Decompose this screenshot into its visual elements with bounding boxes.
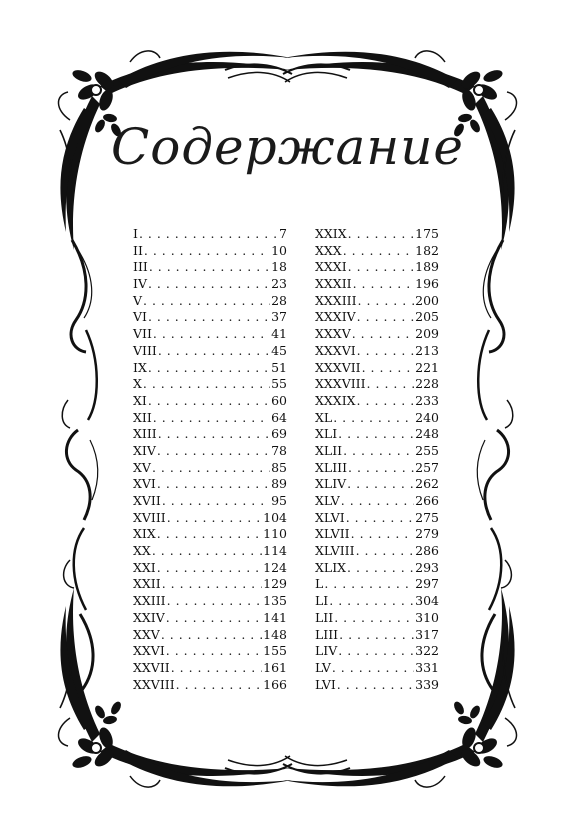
chapter-number: LIII <box>315 626 339 642</box>
toc-entry <box>315 677 439 694</box>
page-number: 69 <box>271 426 287 442</box>
toc-entry <box>315 426 439 443</box>
chapter-number: XLII <box>315 442 343 458</box>
dot-leader <box>348 259 415 276</box>
toc-entry <box>315 576 439 593</box>
chapter-number: XXVI <box>133 643 165 659</box>
chapter-number: XIII <box>133 426 157 442</box>
dot-leader <box>152 543 262 560</box>
chapter-number: VII <box>133 326 152 342</box>
toc-entry <box>133 560 287 577</box>
page-number: 114 <box>263 543 287 559</box>
toc-entry <box>315 493 439 510</box>
toc-entry <box>133 576 287 593</box>
toc-entry <box>133 259 287 276</box>
toc-entry <box>133 660 287 677</box>
page-number: 129 <box>263 576 287 592</box>
chapter-number: LIV <box>315 643 338 659</box>
chapter-number: XLVIII <box>315 543 355 559</box>
chapter-number: XXXIV <box>315 309 356 325</box>
page-number: 233 <box>415 392 439 408</box>
toc-entry <box>133 226 287 243</box>
page-number: 286 <box>415 543 439 559</box>
page-number: 304 <box>415 593 439 609</box>
dot-leader <box>157 443 270 460</box>
dot-leader <box>338 426 414 443</box>
chapter-number: IX <box>133 359 147 375</box>
page-number: 209 <box>415 326 439 342</box>
toc-entry <box>315 660 439 677</box>
page-number: 166 <box>263 676 287 692</box>
toc-entry <box>133 243 287 260</box>
page-number: 110 <box>263 526 287 542</box>
chapter-number: XXXV <box>315 326 351 342</box>
page-number: 141 <box>263 609 287 625</box>
dot-leader <box>341 493 414 510</box>
page-number: 148 <box>263 626 287 642</box>
toc-entry <box>133 627 287 644</box>
page-number: 60 <box>271 392 287 408</box>
toc-entry <box>133 493 287 510</box>
toc-entry <box>315 610 439 627</box>
page-number: 310 <box>415 609 439 625</box>
dot-leader <box>152 460 270 477</box>
dot-leader <box>346 510 414 527</box>
dot-leader <box>167 510 262 527</box>
page-number: 317 <box>415 626 439 642</box>
page-number: 18 <box>271 259 287 275</box>
dot-leader <box>162 576 262 593</box>
chapter-number: XLV <box>315 493 340 508</box>
page-number: 95 <box>271 493 287 508</box>
toc-entry <box>133 376 287 393</box>
toc-entry <box>315 560 439 577</box>
chapter-number: XLIV <box>315 476 347 492</box>
dot-leader <box>176 677 263 694</box>
dot-leader <box>148 309 270 326</box>
chapter-number: XLVII <box>315 526 350 542</box>
page-number: 248 <box>415 426 439 442</box>
dot-leader <box>343 243 414 260</box>
page-title: Содержание <box>110 118 465 176</box>
dot-leader <box>362 360 415 377</box>
toc-column-left <box>133 226 287 693</box>
dot-leader <box>157 560 262 577</box>
chapter-number: XXV <box>133 626 160 642</box>
toc-entry <box>315 309 439 326</box>
page-number: 41 <box>271 326 287 342</box>
page-number: 339 <box>415 676 439 692</box>
toc-entry <box>133 677 287 694</box>
page-number: 200 <box>415 292 439 308</box>
page-number: 78 <box>271 442 287 458</box>
page-number: 37 <box>271 309 287 325</box>
chapter-number: XXIX <box>315 226 347 241</box>
page-number: 331 <box>415 659 439 675</box>
page-number: 45 <box>271 342 287 358</box>
toc-entry <box>315 259 439 276</box>
page-number: 175 <box>415 226 439 241</box>
page-number: 182 <box>415 242 439 258</box>
chapter-number: LVI <box>315 676 336 692</box>
page-number: 135 <box>263 593 287 609</box>
chapter-number: XVIII <box>133 509 166 525</box>
page-number: 266 <box>415 493 439 508</box>
toc-entry <box>315 326 439 343</box>
page-number: 155 <box>263 643 287 659</box>
toc-entry <box>315 360 439 377</box>
toc-entry <box>133 543 287 560</box>
dot-leader <box>358 293 415 310</box>
toc-entry <box>133 443 287 460</box>
chapter-number: XXVIII <box>133 676 175 692</box>
dot-leader <box>347 476 414 493</box>
page-number: 255 <box>415 442 439 458</box>
chapter-number: XVII <box>133 493 161 508</box>
toc-entry <box>133 526 287 543</box>
page-number: 257 <box>415 459 439 475</box>
page-number: 293 <box>415 559 439 575</box>
toc-entry <box>315 476 439 493</box>
toc-entry <box>315 643 439 660</box>
page-number: 240 <box>415 409 439 425</box>
dot-leader <box>333 410 414 427</box>
dot-leader <box>148 276 270 293</box>
chapter-number: XXVII <box>133 659 170 675</box>
dot-leader <box>166 610 262 627</box>
page-number: 7 <box>279 226 287 241</box>
toc-entry <box>133 276 287 293</box>
toc-entry <box>133 476 287 493</box>
chapter-number: XXXVII <box>315 359 361 375</box>
toc-entry <box>315 410 439 427</box>
page-number: 161 <box>263 659 287 675</box>
toc-entry <box>133 326 287 343</box>
toc-entry <box>133 343 287 360</box>
dot-leader <box>158 426 270 443</box>
toc-entry <box>315 226 439 243</box>
chapter-number: XXXIII <box>315 292 357 308</box>
toc-entry <box>315 460 439 477</box>
page-number: 10 <box>271 242 287 258</box>
dot-leader <box>356 543 415 560</box>
dot-leader <box>149 259 270 276</box>
page-number: 51 <box>271 359 287 375</box>
chapter-number: I <box>133 226 138 241</box>
chapter-number: XXII <box>133 576 161 592</box>
chapter-number: VIII <box>133 342 157 358</box>
chapter-number: XVI <box>133 476 156 492</box>
chapter-number: XXXVI <box>315 342 356 358</box>
page-number: 55 <box>271 376 287 392</box>
toc-column-right <box>315 226 439 693</box>
page-number: 64 <box>271 409 287 425</box>
page-number: 279 <box>415 526 439 542</box>
chapter-number: XII <box>133 409 152 425</box>
dot-leader <box>148 393 270 410</box>
toc-entry <box>133 360 287 377</box>
page-number: 228 <box>415 376 439 392</box>
chapter-number: X <box>133 376 142 392</box>
toc-entry <box>133 393 287 410</box>
toc-entry <box>133 426 287 443</box>
dot-leader <box>158 343 270 360</box>
page-number: 205 <box>415 309 439 325</box>
dot-leader <box>343 443 414 460</box>
dot-leader <box>171 660 262 677</box>
toc-entry <box>315 243 439 260</box>
toc-entry <box>315 627 439 644</box>
dot-leader <box>139 226 278 243</box>
dot-leader <box>367 376 415 393</box>
toc-entry <box>315 376 439 393</box>
page-number: 189 <box>415 259 439 275</box>
page-number: 124 <box>263 559 287 575</box>
toc-entry <box>315 443 439 460</box>
page-number: 297 <box>415 576 439 592</box>
chapter-number: XXX <box>315 242 342 258</box>
dot-leader <box>357 309 414 326</box>
chapter-number: XLVI <box>315 509 345 525</box>
chapter-number: XXIV <box>133 609 165 625</box>
dot-leader <box>161 627 262 644</box>
page-number: 89 <box>271 476 287 492</box>
chapter-number: XXXIX <box>315 392 356 408</box>
chapter-number: VI <box>133 309 147 325</box>
toc-entry <box>315 510 439 527</box>
chapter-number: LII <box>315 609 334 625</box>
chapter-number: XXXI <box>315 259 347 275</box>
page-number: 221 <box>415 359 439 375</box>
page-number: 104 <box>263 509 287 525</box>
toc-entry <box>133 460 287 477</box>
chapter-number: LV <box>315 659 331 675</box>
dot-leader <box>143 376 270 393</box>
dot-leader <box>337 677 414 694</box>
chapter-number: XXXVIII <box>315 376 366 392</box>
dot-leader <box>167 593 263 610</box>
page-number: 275 <box>415 509 439 525</box>
dot-leader <box>357 393 415 410</box>
dot-leader <box>351 526 415 543</box>
dot-leader <box>162 493 270 510</box>
chapter-number: XLIX <box>315 559 347 575</box>
dot-leader <box>148 360 270 377</box>
dot-leader <box>143 293 270 310</box>
chapter-number: XXIII <box>133 593 166 609</box>
chapter-number: XV <box>133 459 151 475</box>
chapter-number: LI <box>315 593 329 609</box>
dot-leader <box>166 643 262 660</box>
chapter-number: XXI <box>133 559 156 575</box>
toc-entry <box>315 276 439 293</box>
chapter-number: XX <box>133 543 151 559</box>
toc-entry <box>315 393 439 410</box>
dot-leader <box>338 643 414 660</box>
toc-entry <box>133 510 287 527</box>
chapter-number: XXXII <box>315 276 352 292</box>
chapter-number: XI <box>133 392 147 408</box>
page-number: 196 <box>415 276 439 292</box>
chapter-number: XLI <box>315 426 338 442</box>
chapter-number: III <box>133 259 148 275</box>
page-number: 213 <box>415 342 439 358</box>
page-number: 28 <box>271 292 287 308</box>
chapter-number: IV <box>133 276 147 292</box>
page-number: 322 <box>415 643 439 659</box>
dot-leader <box>144 243 270 260</box>
dot-leader <box>347 560 414 577</box>
toc-entry <box>133 410 287 427</box>
dot-leader <box>352 326 414 343</box>
dot-leader <box>153 410 270 427</box>
page-number: 85 <box>271 459 287 475</box>
dot-leader <box>324 576 414 593</box>
chapter-number: XL <box>315 409 333 425</box>
chapter-number: XIV <box>133 442 156 458</box>
toc-entry <box>133 593 287 610</box>
toc-entry <box>315 293 439 310</box>
toc-entry <box>133 643 287 660</box>
dot-leader <box>357 343 414 360</box>
toc-entry <box>315 526 439 543</box>
dot-leader <box>157 476 270 493</box>
dot-leader <box>329 593 414 610</box>
chapter-number: II <box>133 242 143 258</box>
toc-entry <box>133 309 287 326</box>
dot-leader <box>348 460 414 477</box>
dot-leader <box>157 526 262 543</box>
chapter-number: XLIII <box>315 459 348 475</box>
page-number: 23 <box>271 276 287 292</box>
page-number: 262 <box>415 476 439 492</box>
toc-entry <box>315 593 439 610</box>
dot-leader <box>348 226 415 243</box>
dot-leader <box>339 627 414 644</box>
chapter-number: XIX <box>133 526 156 542</box>
toc-entry <box>315 543 439 560</box>
dot-leader <box>332 660 414 677</box>
toc-entry <box>315 343 439 360</box>
chapter-number: L <box>315 576 324 592</box>
dot-leader <box>153 326 270 343</box>
toc-entry <box>133 293 287 310</box>
dot-leader <box>353 276 415 293</box>
dot-leader <box>334 610 414 627</box>
chapter-number: V <box>133 292 143 308</box>
toc-entry <box>133 610 287 627</box>
